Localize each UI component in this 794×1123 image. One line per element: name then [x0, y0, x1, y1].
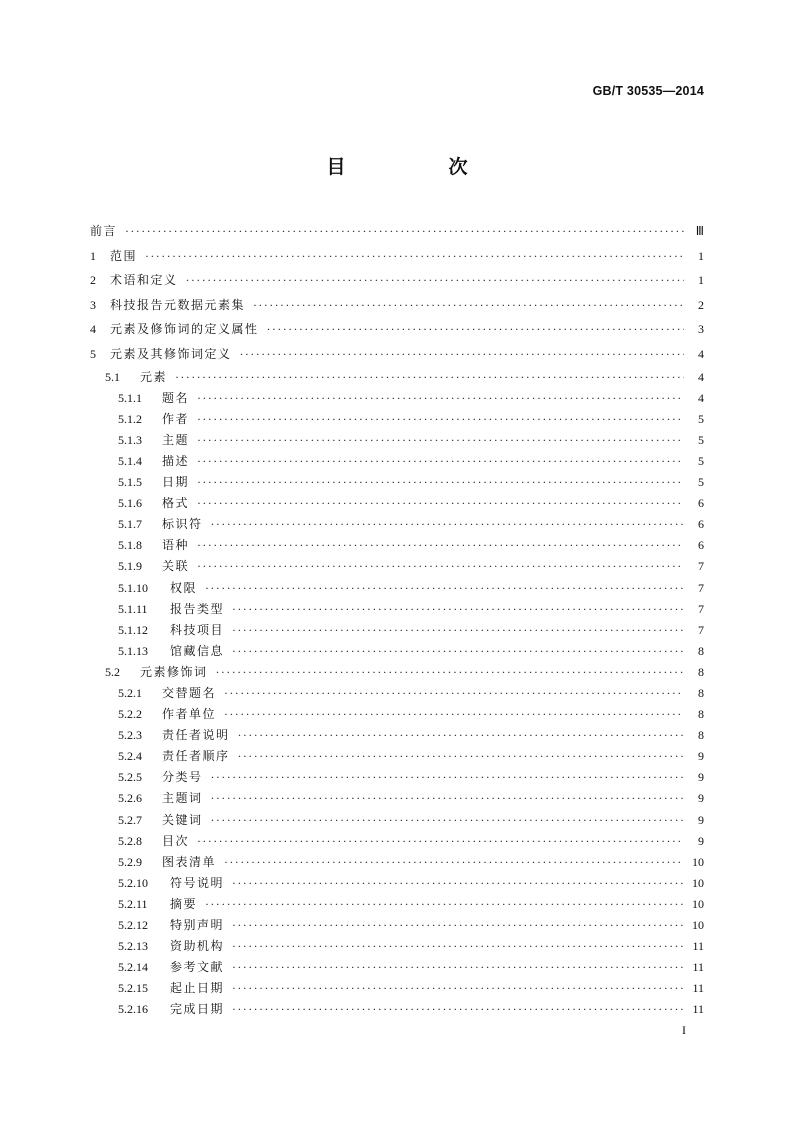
toc-entry-page: 7 [698, 601, 704, 616]
toc-entry[interactable] [90, 430, 704, 451]
table-of-contents [90, 219, 704, 1020]
toc-entry[interactable] [90, 578, 704, 599]
toc-entry-page: 8 [698, 664, 704, 679]
toc-entry-title: 关键词 [162, 812, 203, 827]
toc-entry-number: 5.1.13 [118, 643, 148, 658]
toc-entry-number: 1 [90, 248, 96, 263]
toc-dot-leader [197, 535, 684, 556]
toc-dot-leader [125, 219, 684, 244]
toc-entry-page: 8 [698, 643, 704, 658]
toc-entry-title: 前言 [90, 224, 118, 238]
toc-entry-page: 5 [698, 453, 704, 468]
toc-entry[interactable] [90, 219, 704, 244]
toc-entry-title: 符号说明 [170, 875, 225, 890]
toc-entry[interactable] [90, 683, 704, 704]
page-footer-number: I [682, 1023, 686, 1037]
toc-entry-title: 参考文献 [170, 960, 225, 975]
toc-entry[interactable] [90, 788, 704, 809]
toc-entry[interactable] [90, 767, 704, 788]
toc-entry[interactable] [90, 915, 704, 936]
toc-entry[interactable] [90, 244, 704, 269]
toc-entry-number: 5.2.15 [118, 981, 148, 996]
toc-entry-number: 5.1.6 [118, 496, 142, 511]
toc-entry-title: 主题词 [162, 791, 203, 806]
toc-entry-number: 5 [90, 346, 96, 361]
toc-dot-leader [232, 999, 684, 1020]
standard-code: GB/T 30535—2014 [592, 84, 704, 98]
toc-entry-title: 权限 [170, 580, 198, 595]
toc-entry-number: 5.1.10 [118, 580, 148, 595]
toc-entry-page: 8 [698, 707, 704, 722]
toc-entry-title: 科技报告元数据元素集 [110, 297, 246, 312]
toc-entry-page: 9 [698, 833, 704, 848]
toc-dot-leader [232, 620, 684, 641]
toc-entry-title: 关联 [162, 559, 190, 574]
toc-entry[interactable] [90, 746, 704, 767]
toc-dot-leader [205, 578, 684, 599]
toc-dot-leader [232, 978, 684, 999]
toc-entry-number: 5.2.9 [118, 854, 142, 869]
toc-entry-number: 5.1.8 [118, 538, 142, 553]
toc-dot-leader [205, 894, 684, 915]
toc-entry-number: 5.2.3 [118, 728, 142, 743]
toc-entry-page: 9 [698, 791, 704, 806]
toc-dot-leader [267, 317, 684, 342]
toc-dot-leader [145, 244, 684, 269]
toc-entry-page: 5 [698, 432, 704, 447]
toc-entry-title: 作者 [162, 411, 190, 426]
toc-entry-page: 2 [698, 297, 704, 312]
toc-entry-title: 主题 [162, 432, 190, 447]
toc-entry-title: 题名 [162, 390, 190, 405]
toc-entry-page: 3 [698, 322, 704, 337]
toc-entry-title: 术语和定义 [110, 273, 178, 288]
toc-dot-leader [253, 293, 684, 318]
toc-entry-title: 目次 [162, 833, 190, 848]
toc-entry-title: 责任者顺序 [162, 749, 230, 764]
toc-entry-page: 6 [698, 496, 704, 511]
toc-dot-leader [238, 725, 684, 746]
toc-entry[interactable] [90, 293, 704, 318]
toc-entry[interactable] [90, 514, 704, 535]
toc-dot-leader [240, 342, 684, 367]
toc-entry[interactable] [90, 535, 704, 556]
toc-entry-number: 5.1.5 [118, 475, 142, 490]
toc-entry-page: 7 [698, 622, 704, 637]
toc-dot-leader [186, 268, 684, 293]
toc-entry-number: 5.2.14 [118, 960, 148, 975]
toc-entry-page: 9 [698, 812, 704, 827]
toc-dot-leader [175, 367, 684, 388]
toc-entry-number: 5.1.1 [118, 390, 142, 405]
toc-dot-leader [232, 873, 684, 894]
toc-entry[interactable] [90, 409, 704, 430]
toc-entry-number: 5.2.10 [118, 875, 148, 890]
toc-entry[interactable] [90, 894, 704, 915]
toc-dot-leader [232, 641, 684, 662]
toc-entry[interactable] [90, 978, 704, 999]
toc-entry-page: 8 [698, 728, 704, 743]
toc-dot-leader [224, 852, 684, 873]
toc-entry-number: 5.2.4 [118, 749, 142, 764]
toc-entry-title: 元素修饰词 [140, 664, 208, 679]
toc-entry-title: 作者单位 [162, 707, 217, 722]
toc-entry-page: 10 [692, 854, 704, 869]
toc-entry-title: 责任者说明 [162, 728, 230, 743]
toc-entry[interactable] [90, 957, 704, 978]
toc-entry-title: 元素及其修饰词定义 [110, 346, 232, 361]
toc-dot-leader [224, 683, 684, 704]
toc-entry-page: 8 [698, 685, 704, 700]
toc-entry-page: 6 [698, 517, 704, 532]
toc-entry-number: 5.2.12 [118, 918, 148, 932]
toc-entry[interactable] [90, 725, 704, 746]
toc-entry[interactable] [90, 317, 704, 342]
toc-dot-leader [197, 472, 684, 493]
toc-entry-page: 4 [698, 346, 704, 361]
toc-dot-leader [211, 788, 684, 809]
toc-entry[interactable] [90, 388, 704, 409]
toc-entry-number: 5.2.8 [118, 833, 142, 848]
toc-entry[interactable] [90, 599, 704, 620]
toc-entry-number: 5.2.1 [118, 685, 142, 700]
toc-entry-page: 10 [692, 875, 704, 890]
toc-entry-page: 7 [698, 580, 704, 595]
toc-entry-number: 2 [90, 273, 96, 288]
toc-entry-title: 报告类型 [170, 601, 225, 616]
toc-entry-number: 5.2.2 [118, 707, 142, 722]
toc-entry-page: 6 [698, 538, 704, 553]
toc-entry-page: 11 [692, 981, 704, 996]
toc-dot-leader [232, 915, 684, 936]
toc-entry[interactable] [90, 493, 704, 514]
toc-entry[interactable] [90, 936, 704, 957]
toc-entry-number: 5.2.5 [118, 770, 142, 785]
toc-entry-title: 交替题名 [162, 685, 217, 700]
toc-dot-leader [216, 662, 684, 683]
toc-entry-title: 范围 [110, 248, 138, 263]
toc-entry[interactable] [90, 620, 704, 641]
toc-entry-title: 语种 [162, 538, 190, 553]
toc-entry-title: 馆藏信息 [170, 643, 225, 658]
toc-dot-leader [197, 493, 684, 514]
toc-entry[interactable] [90, 852, 704, 873]
toc-dot-leader [197, 451, 684, 472]
toc-entry[interactable] [90, 662, 704, 683]
toc-entry-page: 4 [698, 390, 704, 405]
toc-entry-page: 11 [692, 1002, 704, 1017]
toc-entry-number: 5.1.7 [118, 517, 142, 532]
toc-dot-leader [232, 599, 684, 620]
toc-entry-title: 元素 [140, 369, 168, 384]
toc-entry-page: 10 [692, 896, 704, 911]
toc-entry-number: 5.2 [105, 664, 120, 679]
toc-entry[interactable] [90, 641, 704, 662]
toc-dot-leader [197, 556, 684, 577]
toc-dot-leader [232, 957, 684, 978]
toc-entry-number: 5.1.2 [118, 411, 142, 426]
toc-entry[interactable] [90, 810, 704, 831]
toc-entry-number: 5.2.6 [118, 791, 142, 806]
toc-entry-page: 9 [698, 749, 704, 764]
toc-entry[interactable] [90, 704, 704, 725]
toc-entry-title: 图表清单 [162, 854, 217, 869]
toc-entry-number: 5.1 [105, 369, 120, 384]
toc-entry[interactable] [90, 556, 704, 577]
toc-entry[interactable] [90, 472, 704, 493]
toc-dot-leader [197, 409, 684, 430]
toc-entry[interactable] [90, 268, 704, 293]
toc-dot-leader [238, 746, 684, 767]
toc-entry-title: 格式 [162, 496, 190, 511]
toc-entry-title: 日期 [162, 475, 190, 490]
toc-entry-page: 10 [692, 918, 704, 932]
toc-entry-number: 5.1.9 [118, 559, 142, 574]
toc-dot-leader [232, 936, 684, 957]
toc-entry-page: 5 [698, 411, 704, 426]
toc-entry[interactable] [90, 451, 704, 472]
toc-entry-page: 11 [692, 939, 704, 954]
toc-dot-leader [211, 514, 684, 535]
toc-entry[interactable] [90, 999, 704, 1020]
toc-entry-number: 4 [90, 322, 96, 337]
toc-entry-page: 1 [698, 248, 704, 263]
toc-entry-title: 资助机构 [170, 939, 225, 954]
toc-entry-number: 5.2.13 [118, 939, 148, 954]
toc-dot-leader [197, 831, 684, 852]
toc-entry-number: 5.1.3 [118, 432, 142, 447]
toc-dot-leader [211, 810, 684, 831]
toc-entry-number: 5.1.12 [118, 622, 148, 637]
toc-entry-number: 5.1.11 [118, 601, 148, 616]
page-title: 目 次 [326, 156, 510, 178]
toc-entry-number: 5.1.4 [118, 453, 142, 468]
toc-entry-page: 4 [698, 369, 704, 384]
toc-entry-number: 5.2.16 [118, 1002, 148, 1017]
toc-dot-leader [197, 430, 684, 451]
toc-dot-leader [224, 704, 684, 725]
toc-entry-page: Ⅲ [695, 224, 704, 238]
toc-entry[interactable] [90, 342, 704, 367]
toc-entry-page: 7 [698, 559, 704, 574]
toc-entry-number: 5.2.7 [118, 812, 142, 827]
toc-entry-title: 科技项目 [170, 622, 225, 637]
toc-entry-title: 描述 [162, 453, 190, 468]
toc-entry-title: 特别声明 [170, 918, 225, 932]
toc-entry-title: 起止日期 [170, 981, 225, 996]
toc-entry-title: 标识符 [162, 517, 203, 532]
toc-entry[interactable] [90, 873, 704, 894]
toc-entry[interactable] [90, 367, 704, 388]
toc-entry-title: 摘要 [170, 896, 198, 911]
toc-entry-title: 元素及修饰词的定义属性 [110, 322, 259, 337]
toc-entry-page: 5 [698, 475, 704, 490]
toc-entry-number: 5.2.11 [118, 896, 148, 911]
toc-entry-title: 分类号 [162, 770, 203, 785]
toc-entry-page: 11 [692, 960, 704, 975]
toc-entry-page: 1 [698, 273, 704, 288]
toc-dot-leader [197, 388, 684, 409]
toc-entry-number: 3 [90, 297, 96, 312]
toc-dot-leader [211, 767, 684, 788]
toc-entry-title: 完成日期 [170, 1002, 225, 1017]
toc-entry[interactable] [90, 831, 704, 852]
toc-entry-page: 9 [698, 770, 704, 785]
